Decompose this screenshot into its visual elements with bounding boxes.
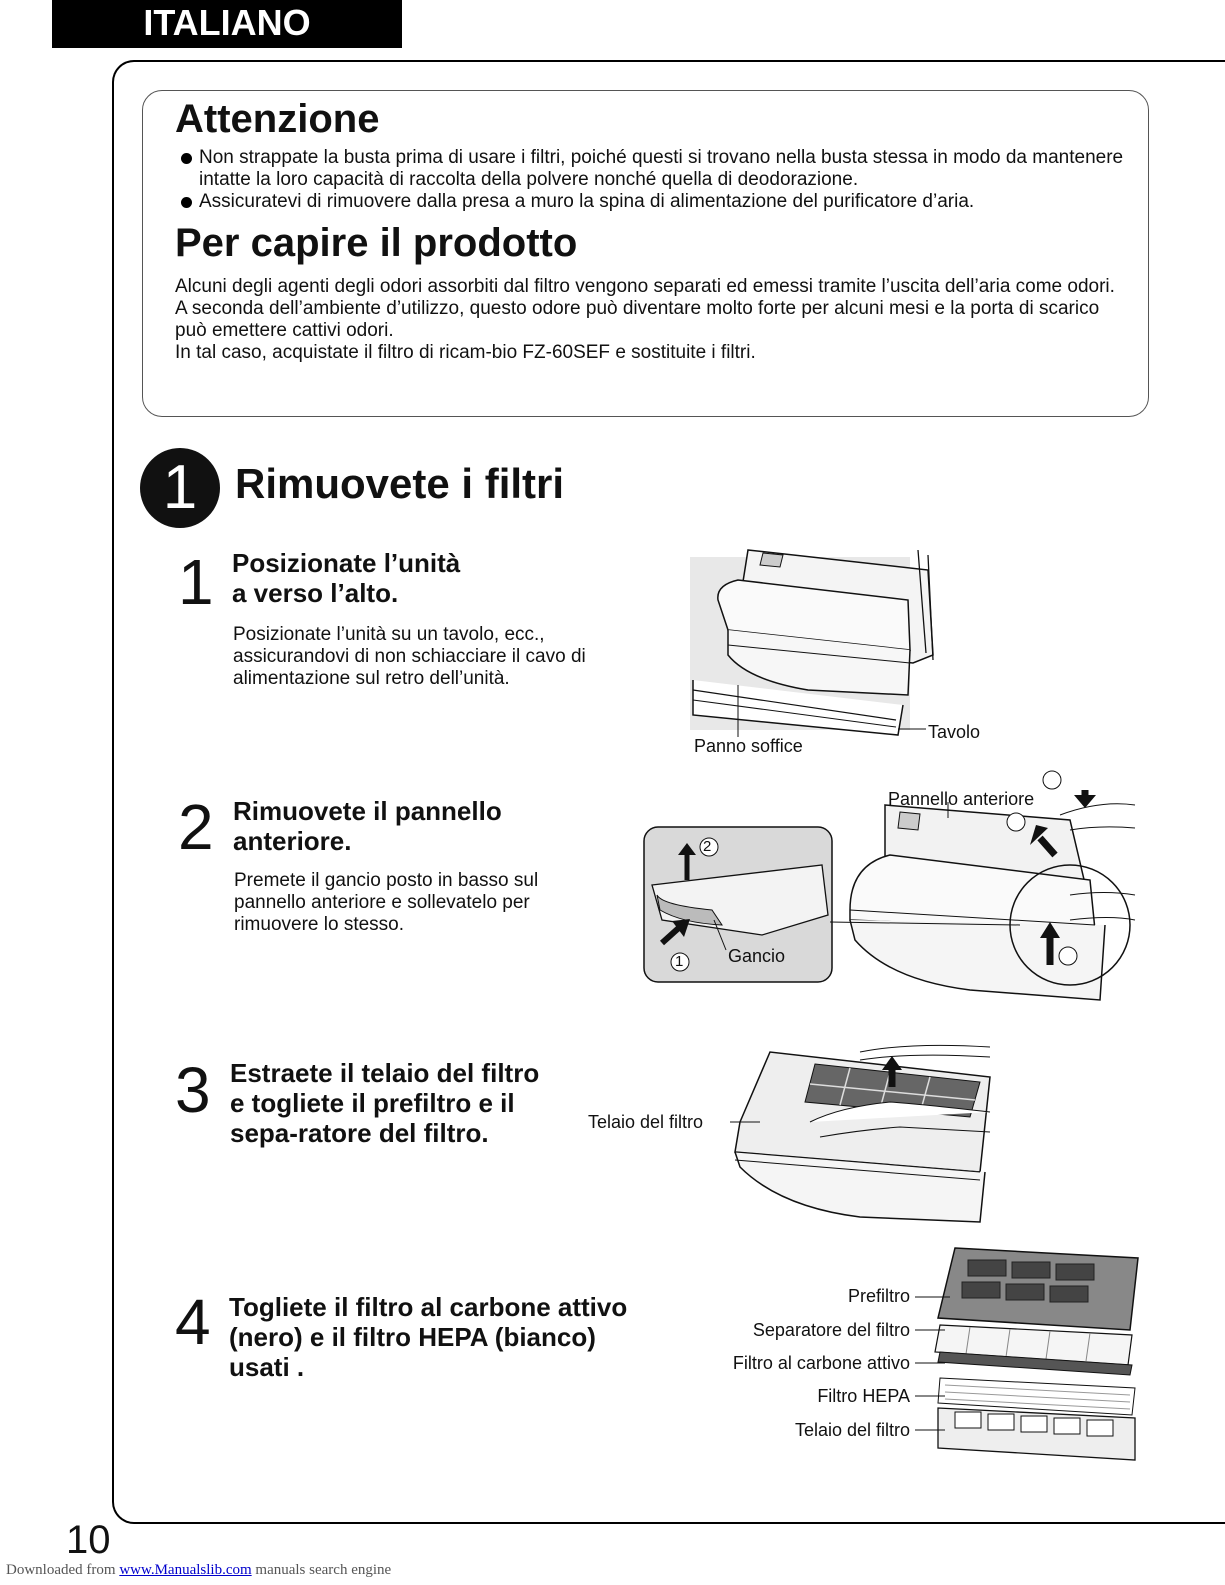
notice-paragraph	[175, 276, 1115, 364]
notice-title: Attenzione	[175, 97, 380, 141]
footer	[6, 1562, 391, 1579]
step-title	[233, 796, 502, 856]
paragraph-line: Alcuni degli agenti degli odori assorbiti dal filtro vengono separati ed emessi tramite l’uscita dell’aria come odori.	[175, 276, 1115, 297]
marker-2: 2	[703, 838, 712, 855]
step-title	[230, 1058, 539, 1148]
label-front-panel: Pannello anteriore	[888, 789, 1035, 809]
step-title-line: sepa-ratore del filtro.	[230, 1118, 489, 1148]
label-table: Tavolo	[928, 722, 981, 742]
notice-bullet: Non strappate la busta prima di usare i filtri, poiché questi si trovano nella busta stessa in modo da mantenere intatte la loro capacità di raccolta della polvere nonché quella di deodorazione.	[177, 147, 1137, 191]
label-hook: Gancio	[728, 946, 786, 966]
footer-suffix: manuals search engine	[251, 1562, 392, 1578]
filter-layers-illustration	[910, 1240, 1150, 1470]
label-prefilter: Prefiltro	[847, 1286, 910, 1306]
label-soft-cloth: Panno soffice	[694, 736, 803, 756]
step-description: Posizionate l’unità su un tavolo, ecc., assicurandovi di non schiacciare il cavo di alimentazione sul retro dell’unità.	[233, 624, 586, 689]
label-hepa-filter: Filtro HEPA	[817, 1386, 910, 1406]
filter-frame-illustration	[730, 1042, 1000, 1227]
step-title-line: anteriore.	[233, 826, 352, 856]
section-number-badge: 1	[140, 448, 220, 528]
paragraph-line: In tal caso, acquistate il filtro di ricam-bio FZ-60SEF e sostituite i filtri.	[175, 342, 756, 363]
step-title-line: Estraete il telaio del filtro	[230, 1058, 540, 1088]
paragraph-line: A seconda dell’ambiente d’utilizzo, questo odore può diventare molto forte per alcuni mesi e la porta di scarico può emettere cattivi odori.	[175, 298, 1100, 341]
step-title-line: Togliete il filtro al carbone attivo	[229, 1292, 628, 1322]
label-filter-frame-bottom: Telaio del filtro	[794, 1420, 910, 1440]
language-tab: ITALIANO	[52, 0, 402, 48]
step-number: 1	[178, 546, 214, 618]
step-number: 4	[175, 1286, 211, 1358]
step-number: 2	[178, 791, 214, 863]
section-title: Rimuovete i filtri	[235, 460, 565, 507]
label-filter-frame: Telaio del filtro	[588, 1112, 704, 1132]
step-description: Premete il gancio posto in basso sul pannello anteriore e sollevatelo per rimuovere lo stesso.	[234, 870, 539, 935]
notice-bullets	[177, 147, 1137, 213]
step-title-line: (nero) e il filtro HEPA (bianco)	[229, 1322, 596, 1352]
footer-prefix: Downloaded from	[6, 1562, 120, 1578]
step-number: 3	[175, 1054, 211, 1126]
notice-subtitle: Per capire il prodotto	[175, 221, 578, 265]
step-title	[229, 1292, 627, 1382]
step-title-line: Posizionate l’unità	[232, 548, 461, 578]
step-title-line: a verso l’alto.	[232, 578, 399, 608]
notice-box	[142, 90, 1149, 417]
step-title-line: e togliete il prefiltro e il	[230, 1088, 515, 1118]
step-title-line: Rimuovete il pannello	[233, 796, 502, 826]
label-filter-separator: Separatore del filtro	[752, 1320, 910, 1340]
marker-1: 1	[675, 953, 684, 970]
step-title	[232, 548, 460, 608]
page-number: 10	[66, 1518, 111, 1562]
footer-link[interactable]: www.Manualslib.com	[119, 1562, 252, 1578]
step-title-line: usati .	[229, 1352, 305, 1382]
label-carbon-filter: Filtro al carbone attivo	[732, 1353, 910, 1373]
notice-bullet: Assicuratevi di rimuovere dalla presa a muro la spina di alimentazione del purificatore d’aria.	[177, 191, 1137, 213]
